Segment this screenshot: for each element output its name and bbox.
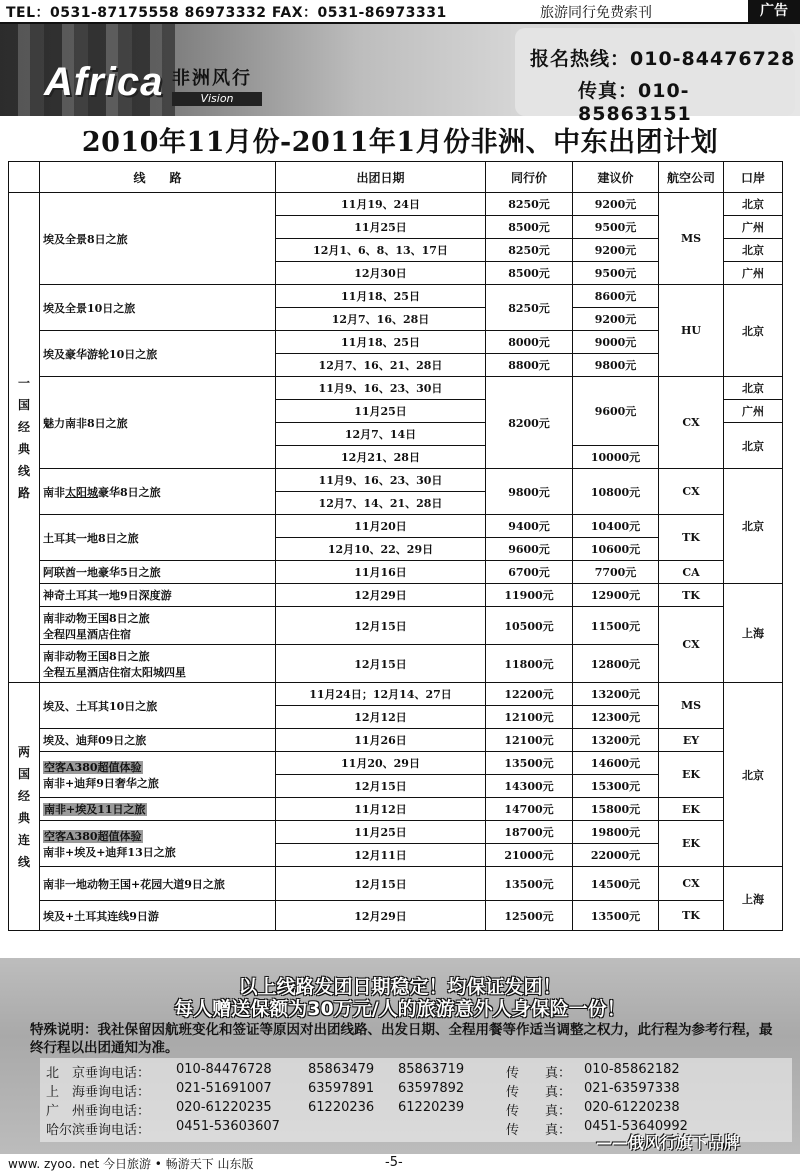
date-cell: 12月21、28日	[276, 446, 486, 469]
suggested-price-cell: 9200元	[573, 193, 659, 216]
peer-price-cell: 8500元	[486, 216, 573, 239]
contact-tel: 85863479	[308, 1062, 375, 1077]
table-row	[9, 901, 783, 931]
table-row	[9, 285, 783, 308]
suggested-price-cell: 11500元	[573, 607, 659, 645]
peer-price-cell: 8800元	[486, 354, 573, 377]
contact-tel: 61220239	[398, 1100, 465, 1115]
suggested-price-cell: 12800元	[573, 645, 659, 683]
route-cell: 埃及全景10日之旅	[40, 285, 276, 331]
peer-price-cell: 8250元	[486, 239, 573, 262]
special-note: 特殊说明：我社保留因航班变化和签证等原因对出团线路、出发日期、全程用餐等作适当调整之权力，此行程为参考行程，最终行程以出团通知为准。	[30, 1022, 773, 1056]
suggested-price-cell: 13500元	[573, 901, 659, 931]
date-cell: 11月16日	[276, 561, 486, 584]
airline-cell: CX	[659, 867, 724, 901]
page-footer	[0, 1154, 800, 1172]
header-route: 线 路	[40, 162, 276, 193]
airline-cell: TK	[659, 584, 724, 607]
logo: Africa	[44, 60, 164, 104]
suggested-price-cell: 12300元	[573, 706, 659, 729]
port-cell: 广州	[724, 400, 783, 423]
airline-cell: EK	[659, 798, 724, 821]
suggested-price-cell: 19800元	[573, 821, 659, 844]
date-cell: 12月12日	[276, 706, 486, 729]
date-cell: 11月20、29日	[276, 752, 486, 775]
suggested-price-cell: 9200元	[573, 308, 659, 331]
suggested-price-cell: 15300元	[573, 775, 659, 798]
logo-cn: 非洲风行	[172, 68, 252, 89]
suggested-price-cell: 10600元	[573, 538, 659, 561]
airline-cell: EY	[659, 729, 724, 752]
airline-cell: TK	[659, 515, 724, 561]
peer-price-cell: 21000元	[486, 844, 573, 867]
header-group	[9, 162, 40, 193]
route-cell: 南非+埃及11日之旅	[40, 798, 276, 821]
group-two-country: 两国经典连线	[9, 683, 40, 931]
route-cell: 土耳其一地8日之旅	[40, 515, 276, 561]
date-cell: 12月11日	[276, 844, 486, 867]
peer-price-cell: 13500元	[486, 867, 573, 901]
route-cell: 阿联酋一地豪华5日之旅	[40, 561, 276, 584]
route-cell: 埃及、土耳其10日之旅	[40, 683, 276, 729]
suggested-price-cell: 10000元	[573, 446, 659, 469]
contact-city: 广 州垂询电话：	[46, 1104, 151, 1119]
route-cell: 南非一地动物王国+花园大道9日之旅	[40, 867, 276, 901]
notice-guarantee: 以上线路发团日期稳定！均保证发团！	[238, 976, 562, 998]
port-cell: 北京	[724, 239, 783, 262]
hotline: 报名热线：010-84476728	[530, 48, 796, 70]
table-row	[9, 683, 783, 706]
contact-fax: 0451-53640992	[584, 1119, 688, 1134]
airline-cell: MS	[659, 193, 724, 285]
contact-tel: 020-61220235	[176, 1100, 272, 1115]
contact-tel: 010-84476728	[176, 1062, 272, 1077]
suggested-price-cell: 9600元	[573, 377, 659, 446]
peer-price-cell: 10500元	[486, 607, 573, 645]
peer-price-cell: 8000元	[486, 331, 573, 354]
brand-tagline: ——俄风行旗下品牌	[596, 1133, 741, 1152]
port-cell: 上海	[724, 584, 783, 683]
contact-fax-label: 传 真：	[506, 1085, 572, 1100]
peer-price-cell: 12200元	[486, 683, 573, 706]
airline-cell: MS	[659, 683, 724, 729]
table-row	[9, 377, 783, 400]
table-row	[9, 867, 783, 901]
table-row	[9, 729, 783, 752]
airline-cell: TK	[659, 901, 724, 931]
contact-city: 上 海垂询电话：	[46, 1085, 151, 1100]
contact-fax: 010-85862182	[584, 1062, 680, 1077]
date-cell: 11月18、25日	[276, 285, 486, 308]
airline-cell: CA	[659, 561, 724, 584]
suggested-price-cell: 15800元	[573, 798, 659, 821]
date-cell: 12月1、6、8、13、17日	[276, 239, 486, 262]
date-cell: 11月24日；12月14、27日	[276, 683, 486, 706]
suggested-price-cell: 9000元	[573, 331, 659, 354]
peer-price-cell: 9600元	[486, 538, 573, 561]
publication-name: 旅游同行免费索刊	[540, 5, 652, 21]
airline-cell: HU	[659, 285, 724, 377]
peer-price-cell: 12100元	[486, 706, 573, 729]
route-cell: 神奇土耳其一地9日深度游	[40, 584, 276, 607]
header-date: 出团日期	[276, 162, 486, 193]
header-airline: 航空公司	[659, 162, 724, 193]
date-cell: 11月9、16、23、30日	[276, 377, 486, 400]
peer-price-cell: 14300元	[486, 775, 573, 798]
date-cell: 11月20日	[276, 515, 486, 538]
route-cell: 埃及+土耳其连线9日游	[40, 901, 276, 931]
header-port: 口岸	[724, 162, 783, 193]
footer-text: www. zyoo. net 今日旅游 • 畅游天下 山东版	[8, 1157, 254, 1171]
suggested-price-cell: 14600元	[573, 752, 659, 775]
date-cell: 12月10、22、29日	[276, 538, 486, 561]
port-cell: 北京	[724, 683, 783, 867]
date-cell: 11月19、24日	[276, 193, 486, 216]
header-suggested-price: 建议价	[573, 162, 659, 193]
date-cell: 11月26日	[276, 729, 486, 752]
table-row	[9, 584, 783, 607]
route-cell: 空客A380超值体验 南非+埃及+迪拜13日之旅	[40, 821, 276, 867]
date-cell: 12月29日	[276, 584, 486, 607]
suggested-price-cell: 10800元	[573, 469, 659, 515]
header-peer-price: 同行价	[486, 162, 573, 193]
contact-tel: 63597892	[398, 1081, 465, 1096]
page-title: 2010年11月份-2011年1月份非洲、中东出团计划	[81, 127, 719, 158]
contact-tel: 63597891	[308, 1081, 375, 1096]
peer-price-cell: 9400元	[486, 515, 573, 538]
route-cell: 南非动物王国8日之旅 全程四星酒店住宿	[40, 607, 276, 645]
peer-price-cell: 9800元	[486, 469, 573, 515]
date-cell: 12月15日	[276, 607, 486, 645]
peer-price-cell: 8200元	[486, 377, 573, 469]
page-number: -5-	[385, 1155, 403, 1170]
contact-fax: 020-61220238	[584, 1100, 680, 1115]
logo-sub: Vision	[172, 92, 262, 106]
peer-price-cell: 8500元	[486, 262, 573, 285]
port-cell: 北京	[724, 469, 783, 584]
peer-price-cell: 14700元	[486, 798, 573, 821]
peer-price-cell: 8250元	[486, 193, 573, 216]
contact-tel: 021-51691007	[176, 1081, 272, 1096]
suggested-price-cell: 14500元	[573, 867, 659, 901]
peer-price-cell: 11800元	[486, 645, 573, 683]
port-cell: 广州	[724, 262, 783, 285]
peer-price-cell: 6700元	[486, 561, 573, 584]
contact-tel: 0451-53603607	[176, 1119, 280, 1134]
schedule-table	[8, 161, 783, 931]
peer-price-cell: 12100元	[486, 729, 573, 752]
contact-city: 哈尔滨垂询电话：	[46, 1123, 151, 1138]
peer-price-cell: 12500元	[486, 901, 573, 931]
table-row	[9, 798, 783, 821]
suggested-price-cell: 9500元	[573, 216, 659, 239]
port-cell: 北京	[724, 193, 783, 216]
suggested-price-cell: 10400元	[573, 515, 659, 538]
ad-tag: 广告	[748, 0, 800, 22]
suggested-price-cell: 12900元	[573, 584, 659, 607]
table-row	[9, 752, 783, 775]
route-cell: 南非动物王国8日之旅 全程五星酒店住宿太阳城四星	[40, 645, 276, 683]
peer-price-cell: 8250元	[486, 285, 573, 331]
airline-cell: CX	[659, 469, 724, 515]
route-cell: 魅力南非8日之旅	[40, 377, 276, 469]
peer-price-cell: 11900元	[486, 584, 573, 607]
date-cell: 12月15日	[276, 867, 486, 901]
date-cell: 11月12日	[276, 798, 486, 821]
table-row	[9, 469, 783, 492]
group-one-country: 一国经典线路	[9, 193, 40, 683]
port-cell: 北京	[724, 377, 783, 400]
date-cell: 12月7、14日	[276, 423, 486, 446]
date-cell: 11月25日	[276, 400, 486, 423]
airline-cell: CX	[659, 377, 724, 469]
contact-fax: 021-63597338	[584, 1081, 680, 1096]
date-cell: 12月15日	[276, 775, 486, 798]
contact-row	[46, 1100, 786, 1119]
date-cell: 11月9、16、23、30日	[276, 469, 486, 492]
contact-tel: 85863719	[398, 1062, 465, 1077]
notice-insurance: 每人赠送保额为30万元/人的旅游意外人身保险一份！	[174, 998, 626, 1020]
date-cell: 12月15日	[276, 645, 486, 683]
route-cell: 埃及、迪拜09日之旅	[40, 729, 276, 752]
date-cell: 11月25日	[276, 821, 486, 844]
table-row	[9, 607, 783, 645]
date-cell: 11月25日	[276, 216, 486, 239]
port-cell: 广州	[724, 216, 783, 239]
contact-fax-label: 传 真：	[506, 1123, 572, 1138]
top-contact: TEL：0531-87175558 86973332 FAX：0531-86973331	[6, 5, 447, 21]
airline-cell: EK	[659, 752, 724, 798]
table-row	[9, 561, 783, 584]
contact-row	[46, 1081, 786, 1100]
table-row	[9, 193, 783, 216]
date-cell: 12月7、14、21、28日	[276, 492, 486, 515]
port-cell: 北京	[724, 285, 783, 377]
date-cell: 11月18、25日	[276, 331, 486, 354]
contact-fax-label: 传 真：	[506, 1066, 572, 1081]
contact-fax-label: 传 真：	[506, 1104, 572, 1119]
suggested-price-cell: 9800元	[573, 354, 659, 377]
date-cell: 12月7、16、28日	[276, 308, 486, 331]
fax: 传真：010-85863151	[578, 80, 692, 125]
airline-cell: EK	[659, 821, 724, 867]
suggested-price-cell: 9500元	[573, 262, 659, 285]
date-cell: 12月29日	[276, 901, 486, 931]
table-row	[9, 515, 783, 538]
table-row	[9, 821, 783, 844]
airline-cell: CX	[659, 607, 724, 683]
contact-row	[46, 1062, 786, 1081]
suggested-price-cell: 9200元	[573, 239, 659, 262]
date-cell: 12月30日	[276, 262, 486, 285]
route-cell: 南非太阳城豪华8日之旅	[40, 469, 276, 515]
suggested-price-cell: 22000元	[573, 844, 659, 867]
route-cell: 空客A380超值体验 南非+迪拜9日奢华之旅	[40, 752, 276, 798]
port-cell: 北京	[724, 423, 783, 469]
peer-price-cell: 13500元	[486, 752, 573, 775]
date-cell: 12月7、16、21、28日	[276, 354, 486, 377]
route-cell: 埃及全景8日之旅	[40, 193, 276, 285]
suggested-price-cell: 13200元	[573, 683, 659, 706]
peer-price-cell: 18700元	[486, 821, 573, 844]
table-header-row	[9, 162, 783, 193]
contact-city: 北 京垂询电话：	[46, 1066, 151, 1081]
top-bar	[0, 0, 800, 24]
port-cell: 上海	[724, 867, 783, 931]
suggested-price-cell: 7700元	[573, 561, 659, 584]
suggested-price-cell: 8600元	[573, 285, 659, 308]
suggested-price-cell: 13200元	[573, 729, 659, 752]
contact-tel: 61220236	[308, 1100, 375, 1115]
route-cell: 埃及豪华游轮10日之旅	[40, 331, 276, 377]
